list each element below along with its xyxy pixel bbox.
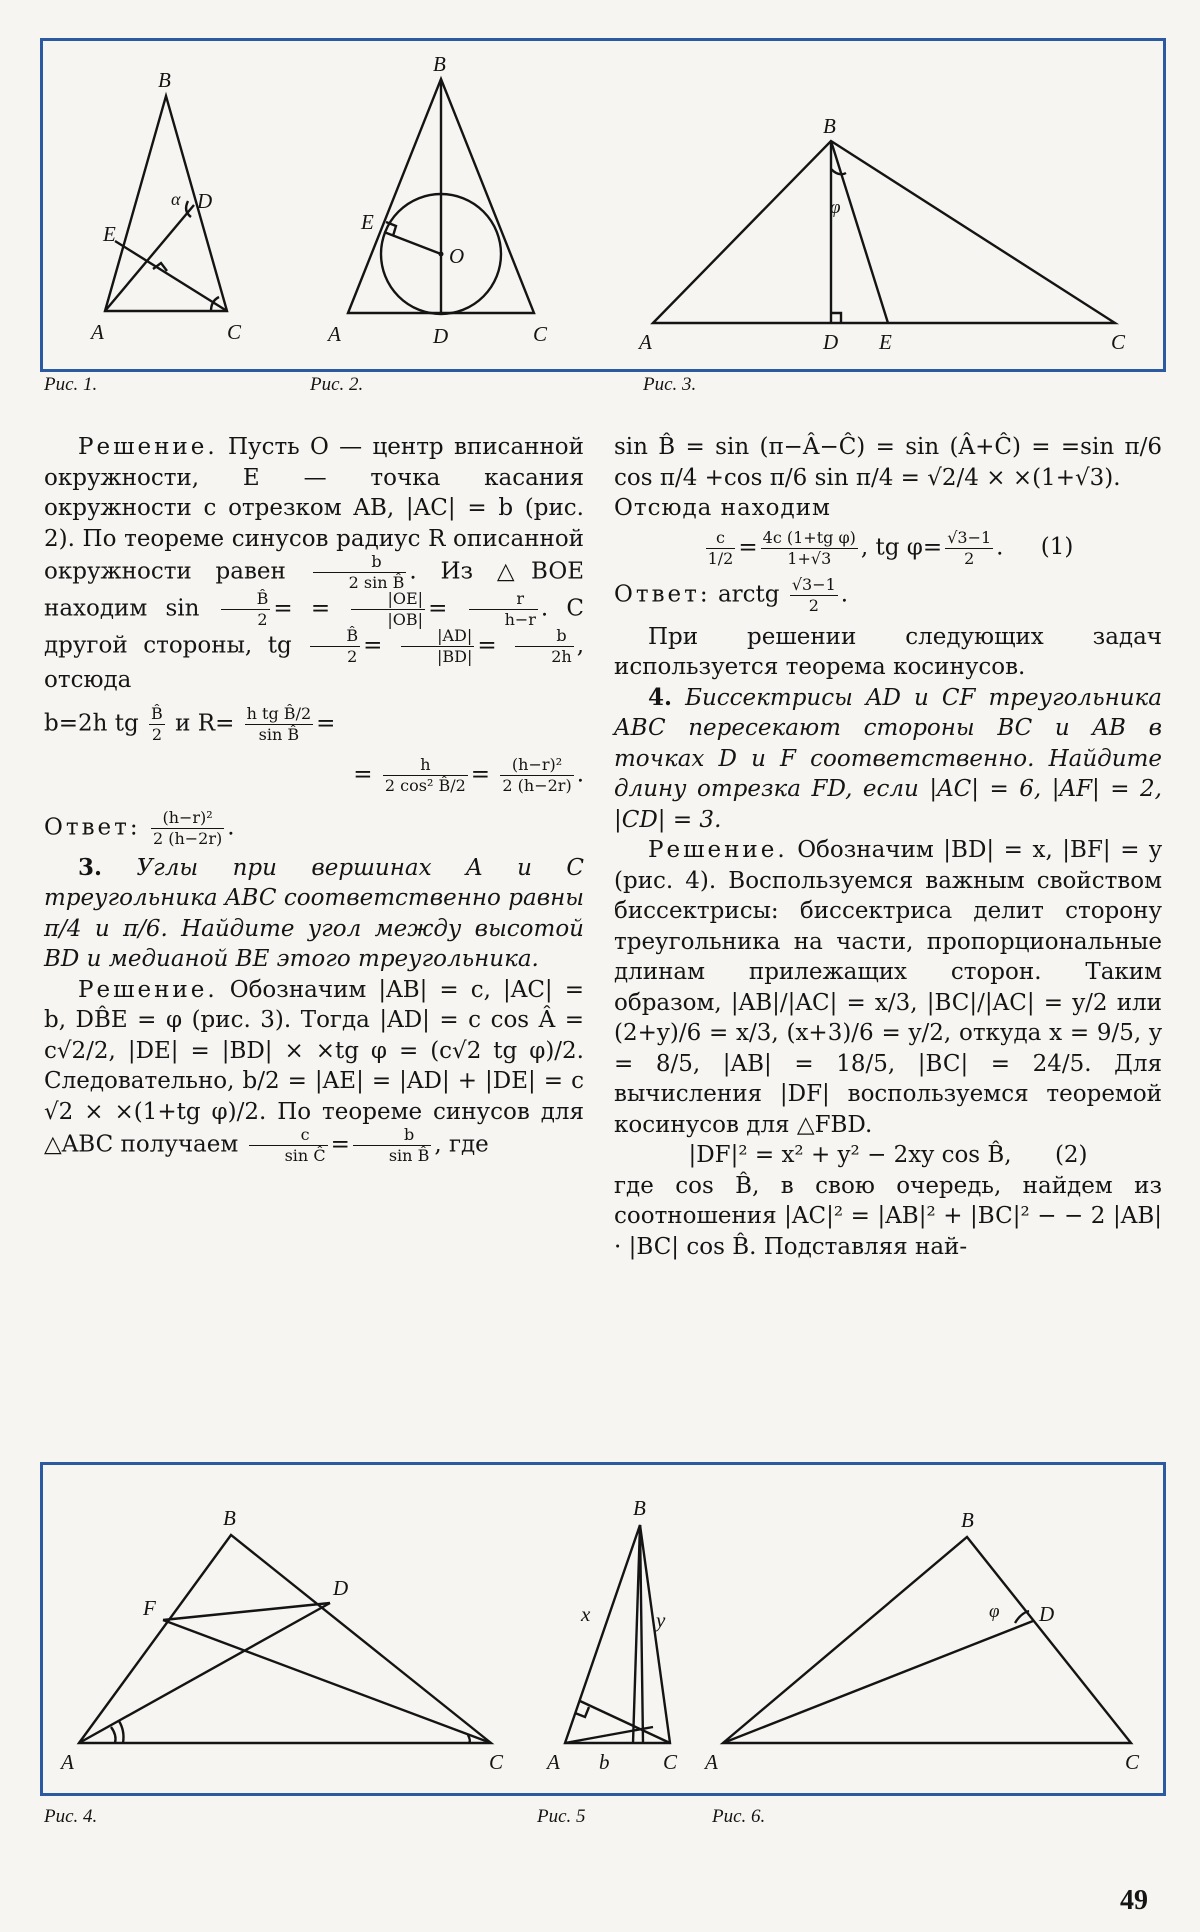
answer-3: Ответ: arctg $\frac{√3-1}{2}$ .: [614, 574, 849, 615]
fig6-segment-AD: [723, 1621, 1033, 1743]
solution-3: Решение. Обозначим |AB| = c, |AC| = b, DB̂E = φ (рис. 3). Тогда |AD| = c cos Â = c√2/2, |DE| = |BD| × ×tg φ = (c√2 tg φ)/2. Следовательно, b/2 = |AE| = |AD| + |DE| = c √2 × ×(1+tg φ)/2. По теореме синусов для △ABC получаем $\frac{c}{\text{sin Ĉ}}$ = $\frac{b}{\text{sin B̂}}$ , где: [44, 976, 584, 1165]
fig2-label-D: D: [433, 324, 449, 348]
numerator: (h−r)²: [500, 757, 573, 776]
numerator: r: [469, 591, 538, 610]
fraction-B-2c: [149, 703, 165, 744]
answer-label: Ответ:: [44, 814, 141, 840]
bottom-figures-svg: [43, 1465, 1169, 1799]
fig2-label-O: O: [449, 244, 465, 268]
fig3-label-D: D: [823, 330, 839, 354]
solution-4-heading: Решение.: [648, 837, 788, 863]
fraction-B-2b: [310, 628, 360, 665]
numerator: (h−r)²: [151, 810, 224, 829]
solution-4-body: Обозначим |BD| = x, |BF| = y (рис. 4). Воспользуемся важным свойством биссектрисы: биссектриса делит сторону треугольника на части, пропорциональные длинам прилежащих сторон. Таким образом, |AB|/|AC| = x/3, |BC|/|AC| = y/2 или (2+y)/6 = x/3, (x+3)/6 = y/2, откуда x = 9/5, y = 8/5, |AB| = 18/5, |BC| = 24/5. Для вычисления |DF| воспользуемся теоремой косинусов для △FBD.: [614, 837, 1162, 1138]
fig6-label-B: B: [961, 1508, 974, 1532]
fig5-label-A: A: [547, 1750, 560, 1774]
denominator: 2: [347, 647, 358, 666]
fig1-label-alpha: α: [171, 189, 181, 209]
fraction-h-2cos2: [383, 754, 468, 795]
fig5-line-1: [633, 1525, 640, 1743]
fig4-angle-arc-A1: [111, 1727, 116, 1743]
bottom-figures-box: [40, 1462, 1166, 1796]
solution-2-boe: . Из △BOE находим sin: [44, 558, 584, 622]
top-figures-svg: [43, 41, 1169, 375]
numerator: √3−1: [791, 574, 836, 594]
fig3-label-phi: φ: [830, 197, 841, 218]
fraction-B-2: [221, 591, 271, 628]
fig1-segment-AD: [105, 205, 194, 311]
fig4-label-A: A: [61, 1750, 74, 1774]
numerator: h tg B̂/2: [246, 703, 312, 723]
fig3-right-angle: [831, 313, 841, 323]
equals-sign: =: [273, 595, 293, 622]
fig6-triangle: [723, 1537, 1131, 1743]
numerator: |OE|: [351, 591, 425, 610]
fig3-label-A: A: [639, 330, 652, 354]
fig3-label-B: B: [823, 114, 836, 138]
equals-sign: =: [363, 632, 383, 659]
solution-2-text: [44, 432, 584, 696]
solution-2-other-side: . С другой стороны,: [44, 595, 585, 659]
hence-find: Отсюда находим: [614, 495, 831, 521]
fig5-caption: Рис. 5: [537, 1806, 586, 1827]
denominator: 2: [964, 548, 975, 568]
fig4-label-C: C: [489, 1750, 504, 1774]
fraction-4c-1s3: [761, 527, 858, 568]
fig5-triangle: [565, 1525, 670, 1743]
fig5-label-C: C: [663, 1750, 678, 1774]
tg-text: tg: [267, 632, 292, 659]
denominator: sin Ĉ: [284, 1146, 326, 1165]
solution-2-heading: Решение.: [78, 434, 218, 460]
fig3-label-C: C: [1111, 330, 1126, 354]
fig6-label-D: D: [1039, 1602, 1055, 1626]
numerator: b: [313, 554, 407, 573]
fig1-label-C: C: [227, 320, 242, 344]
fig1-label-A: A: [91, 320, 104, 344]
fig1-caption: Рис. 1.: [44, 374, 98, 395]
equals-sign: =: [316, 710, 336, 736]
answer-2: Ответ: $\frac{\text{(h−r)²}}{2 (h-2r)}$ .: [44, 807, 235, 848]
fig4-label-B: B: [223, 1506, 236, 1530]
denominator: sin B̂: [258, 724, 300, 744]
answer-label: Ответ:: [614, 581, 711, 607]
equation-1: $\frac{c}{1/2}$ = $\frac{\text{4c (1+tg φ)}}{1+√3}$ , tg φ= $\frac{√3-1}{2}$ . (1): [707, 527, 1074, 568]
denominator: sin B̂: [388, 1146, 430, 1165]
denominator: 2 (h−2r): [502, 775, 572, 795]
fraction-OE-OB: [351, 591, 425, 628]
fig6-label-phi: φ: [989, 1601, 1000, 1622]
denominator: 2 cos² B̂/2: [384, 775, 466, 795]
arctg-text: arctg: [717, 581, 780, 607]
denominator: 2h: [551, 647, 572, 666]
fig5-label-B: B: [633, 1496, 646, 1520]
cosine-intro: При решении следующих задач используется теорема косинусов.: [614, 623, 1162, 680]
equals-sign: =: [428, 595, 448, 622]
fig4-label-D: D: [333, 1576, 349, 1600]
fig6-caption: Рис. 6.: [712, 1806, 766, 1827]
denominator: |OB|: [387, 610, 424, 629]
denominator: 1+√3: [787, 548, 832, 568]
answer-2-fraction: [151, 807, 224, 848]
equation-2: [614, 1140, 1162, 1171]
numerator: B̂: [310, 628, 360, 647]
numerator: B̂: [221, 591, 271, 610]
fig5-line-4: [565, 1727, 653, 1743]
fig1-label-E: E: [103, 222, 116, 246]
fig2-label-E: E: [361, 210, 374, 234]
task-3: [44, 853, 584, 975]
fraction-r-hr: [469, 591, 538, 628]
fig6-label-C: C: [1125, 1750, 1140, 1774]
fig5-label-y: y: [656, 1608, 666, 1632]
numerator: 4c (1+tg φ): [762, 527, 856, 547]
fraction-b-2h: [515, 628, 573, 665]
R-equation: и R=: [175, 710, 235, 736]
fig4-label-F: F: [143, 1596, 156, 1620]
fig6-angle-arc: [1015, 1611, 1029, 1623]
numerator: b: [353, 1127, 431, 1146]
numerator: √3−1: [947, 527, 992, 547]
solution-3-body: Обозначим |AB| = c, |AC| = b, DB̂E = φ (рис. 3). Тогда |AD| = c cos Â = c√2/2, |DE| = |BD| × ×tg φ = (c√2 tg φ)/2. Следовательно, b/2 = |AE| = |AD| + |DE| = c √2 × ×(1+tg φ)/2. По теореме синусов для △ABC получаем: [44, 976, 584, 1158]
numerator: |AD|: [401, 628, 474, 647]
fraction-b-2sinB: [313, 554, 407, 591]
numerator: c: [706, 530, 736, 549]
fig6-label-A: A: [705, 1750, 718, 1774]
fraction-c-sinC: [249, 1127, 328, 1164]
fig2-label-C: C: [533, 322, 548, 346]
formula-b-R: [44, 703, 584, 744]
fig3-label-E: E: [879, 330, 892, 354]
solution-4: [614, 835, 1162, 1140]
denominator: 2: [151, 724, 162, 744]
fig2-caption: Рис. 2.: [310, 374, 364, 395]
formula-R-final: = $\frac{h}{\text{2 cos² B̂/2}}$ = $\frac{\text{(h−r)²}}{2 (h-2r)}$ .: [353, 754, 584, 795]
denominator: 2 (h−2r): [152, 828, 223, 848]
denominator: 1/2: [707, 548, 734, 568]
denominator: 2: [257, 610, 268, 629]
denominator: |BD|: [437, 647, 473, 666]
where-text: где: [448, 1131, 489, 1158]
numerator: h: [383, 757, 468, 776]
fig3-caption: Рис. 3.: [643, 374, 697, 395]
task-4: [614, 683, 1162, 836]
fraction-c-half: [706, 527, 736, 568]
equation-1-number: (1): [1040, 534, 1074, 560]
denominator: 2 sin B̂: [348, 573, 405, 592]
fig3-median-BE: [831, 141, 888, 323]
fraction-b-sinB: [353, 1127, 431, 1164]
task-4-number: 4.: [648, 683, 673, 711]
fig4-bisector-AD: [79, 1603, 330, 1743]
task-4-text: Биссектрисы AD и CF треугольника ABC пересекают стороны BC и AB в точках D и F соответственно. Найдите длину отрезка FD, если |AC| = 6, |AF| = 2, |CD| = 3.: [614, 684, 1162, 833]
equation-2-number: (2): [1054, 1142, 1088, 1168]
denominator: 2: [808, 595, 819, 615]
equation-2-text: |DF|² = x² + y² − 2xy cos B̂,: [688, 1142, 1012, 1168]
fig4-angle-arc-A2: [119, 1721, 124, 1743]
numerator: c: [249, 1127, 328, 1146]
equals-sign: =: [310, 595, 331, 622]
equals-sign: =: [353, 761, 373, 787]
fig2-label-B: B: [433, 52, 446, 76]
numerator: B̂: [151, 703, 163, 723]
sinB-derivation: sin B̂ = sin (π−Â−Ĉ) = sin (Â+Ĉ) = =sin π/6 cos π/4 +cos π/6 sin π/4 = √2/4 × ×(1+√3).: [614, 434, 1162, 491]
fraction-htg-sinB: [245, 703, 313, 744]
numerator: b: [515, 628, 573, 647]
fig1-label-B: B: [158, 68, 171, 92]
hence-text: , отсюда: [44, 632, 585, 693]
top-figures-box: [40, 38, 1166, 372]
solution-3-heading: Решение.: [78, 976, 218, 1003]
fraction-AD-BD: [401, 628, 474, 665]
equals-sign: =: [470, 761, 491, 787]
solution-4-tail: где cos B̂, в свою очередь, найдем из соотношения |AC|² = |AB|² + |BC|² − − 2 |AB| · |BC| cos B̂. Подставляя най-: [614, 1172, 1162, 1260]
fig4-caption: Рис. 4.: [44, 1806, 98, 1827]
page-number: 49: [1120, 1885, 1148, 1916]
denominator: h−r: [504, 610, 536, 629]
task-3-number: 3.: [78, 853, 103, 881]
fig5-label-x: x: [581, 1602, 591, 1626]
left-column: [44, 432, 584, 1164]
right-column: [614, 432, 1162, 1262]
b-equation: b=2h tg: [44, 710, 139, 736]
fig3-angle-arc: [831, 169, 846, 174]
solution-2-body: Пусть O — центр вписанной окружности, E — точка касания окружности с отрезком AB, |AC| = b (рис. 2). По теореме синусов радиус R описанной окружности равен: [44, 434, 584, 585]
fig4-triangle: [79, 1535, 491, 1743]
fraction-hr2-2h2r: [500, 754, 573, 795]
tgphi-text: , tg φ=: [860, 534, 943, 560]
equals-sign: =: [477, 632, 497, 659]
fig4-bisector-CF: [163, 1620, 491, 1743]
fraction-s3m1-2: [945, 527, 993, 568]
fig2-label-A: A: [328, 322, 341, 346]
answer-3-fraction: [790, 574, 838, 615]
fig2-center-dot: [439, 252, 444, 257]
fig3-triangle: [653, 141, 1115, 323]
fig5-label-b: b: [599, 1750, 610, 1774]
task-3-text: Углы при вершинах A и C треугольника ABC соответственно равны π/4 и π/6. Найдите угол между высотой BD и медианой BE этого треугольника.: [44, 854, 584, 972]
fig5-line-2: [640, 1525, 643, 1743]
fig1-label-D: D: [197, 189, 213, 213]
